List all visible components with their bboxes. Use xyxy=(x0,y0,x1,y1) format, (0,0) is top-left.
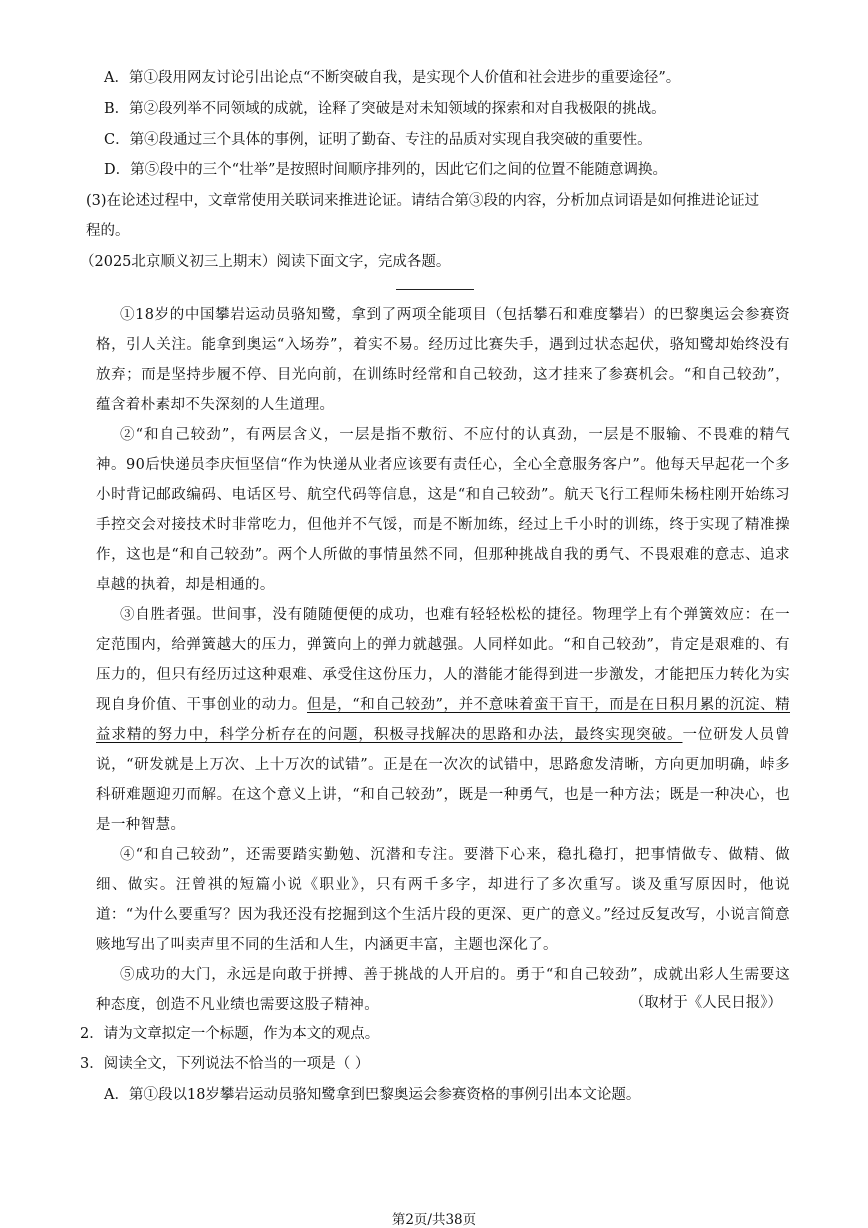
passage xyxy=(96,300,790,1020)
paragraph-2: ②“和自己较劲”，有两层含义，一层是指不敷衍、不应付的认真劲，一层是不服输、不畏难的精气神。90后快递员李庆恒坚信“作为快递从业者应该要有责任心，全心全意服务客户”。他每天早起花一个多小时背记邮政编码、电话区号、航空代码等信息，这是“和自己较劲”。航天飞行工程师朱杨柱刚开始练习手控交会对接技术时非常吃力，但他并不气馁，而是不断加练，经过上千小时的训练，终于实现了精准操作，这也是“和自己较劲”。两个人所做的事情虽然不同，但那种挑战自我的勇气、不畏艰难的意志、追求卓越的执着，却是相通的。 xyxy=(96,427,790,593)
question-3-option-a: A．第①段以18岁攀岩运动员骆知鹭拿到巴黎奥运会参赛资格的事例引出本文论题。 xyxy=(104,1087,641,1103)
source-citation: （取材于《人民日报》） xyxy=(629,995,782,1011)
paragraph-3 xyxy=(96,600,790,840)
paragraph-1: ①18岁的中国攀岩运动员骆知鹭，拿到了两项全能项目（包括攀石和难度攀岩）的巴黎奥运会参赛资格，引人关注。能拿到奥运“入场券”，着实不易。经历过比赛失手，遇到过状态起伏，骆知鹭却始终没有放弃；而是坚持步履不停、目光向前，在训练时经常和自己较劲，这才挂来了参赛机会。“和自己较劲”，蕴含着朴素却不失深刻的人生道理。 xyxy=(96,307,790,413)
paragraph-4: ④“和自己较劲”，还需要踏实勤勉、沉潜和专注。要潜下心来，稳扎稳打，把事情做专、做精、做细、做实。汪曾祺的短篇小说《职业》，只有两千多字，却进行了多次重写。谈及重写原因时，他说道：“为什么要重写？因为我还没有挖掘到这个生活片段的更深、更广的意义。”经过反复改写，小说言简意赅地写出了叫卖声里不同的生活和人生，内涵更丰富，主题也深化了。 xyxy=(96,847,790,953)
paragraph-3-end: 一位研发人员曾说，“研发就是上万次、上十万次的试错”。正是在一次次的试错中，思路愈发清晰，方向更加明确，峠多科研难题迎刃而解。在这个意义上讲，“和自己较劲”，既是一种勇气，也是一种方法；既是一种决心，也是一种智慧。 xyxy=(96,727,790,833)
title-blank-line xyxy=(396,289,474,290)
option-d: D．第⑤段中的三个“壮举”是按照时间顺序排列的，因此它们之间的位置不能随意调换。 xyxy=(104,162,667,178)
underlined-sentence: 但是，“和自己较劲”，并不意味着蛮干盲干，而是在日积月累的沉淀、精益求精的努力中，科学分析存在的问题，积极寻找解决的思路和办法，最终实现突破。 xyxy=(96,697,790,743)
option-c: C．第④段通过三个具体的事例，证明了勤奋、专注的品质对实现自我突破的重要性。 xyxy=(104,132,652,148)
page-number: 第2页/共38页 xyxy=(391,1212,477,1228)
paragraph-5: ⑤成功的大门，永远是向敢于拼搏、善于挑战的人开启的。勇于“和自己较劲”，成就出彩人生需要这种态度，创造不凡业绩也需要这股子精神。 xyxy=(96,967,790,1013)
question-3-text-continued: 程的。 xyxy=(86,223,130,239)
question-3-text: (3)在论述过程中，文章常使用关联词来推进论证。请结合第③段的内容，分析加点词语是如何推进论证过 xyxy=(86,193,760,209)
question-2: 2．请为文章拟定一个标题，作为本文的观点。 xyxy=(80,1026,380,1042)
paragraph-3-start: ③自胜者强。世间事，没有随随便便的成功，也难有轻轻松松的捷径。物理学上有个弹簧效应：在一定范围内，给弹簧越大的压力，弹簧向上的弹力就越强。人同样如此。“和自己较劲”，肯定是艰难的、有压力的，但只有经历过这种艰难、承受住这份压力，人的潜能才能得到进一步激发，才能把压力转化为实现自身价值、干事创业的动力。 xyxy=(96,607,790,713)
reading-intro: （2025北京顺义初三上期末）阅读下面文字，完成各题。 xyxy=(80,254,451,270)
option-a: A．第①段用网友讨论引出论点“不断突破自我，是实现个人价值和社会进步的重要途径”。 xyxy=(104,70,681,86)
option-b: B．第②段列举不同领域的成就，诠释了突破是对未知领域的探索和对自我极限的挑战。 xyxy=(104,101,666,117)
question-3: 3．阅读全文，下列说法不恰当的一项是（ ） xyxy=(80,1056,370,1072)
